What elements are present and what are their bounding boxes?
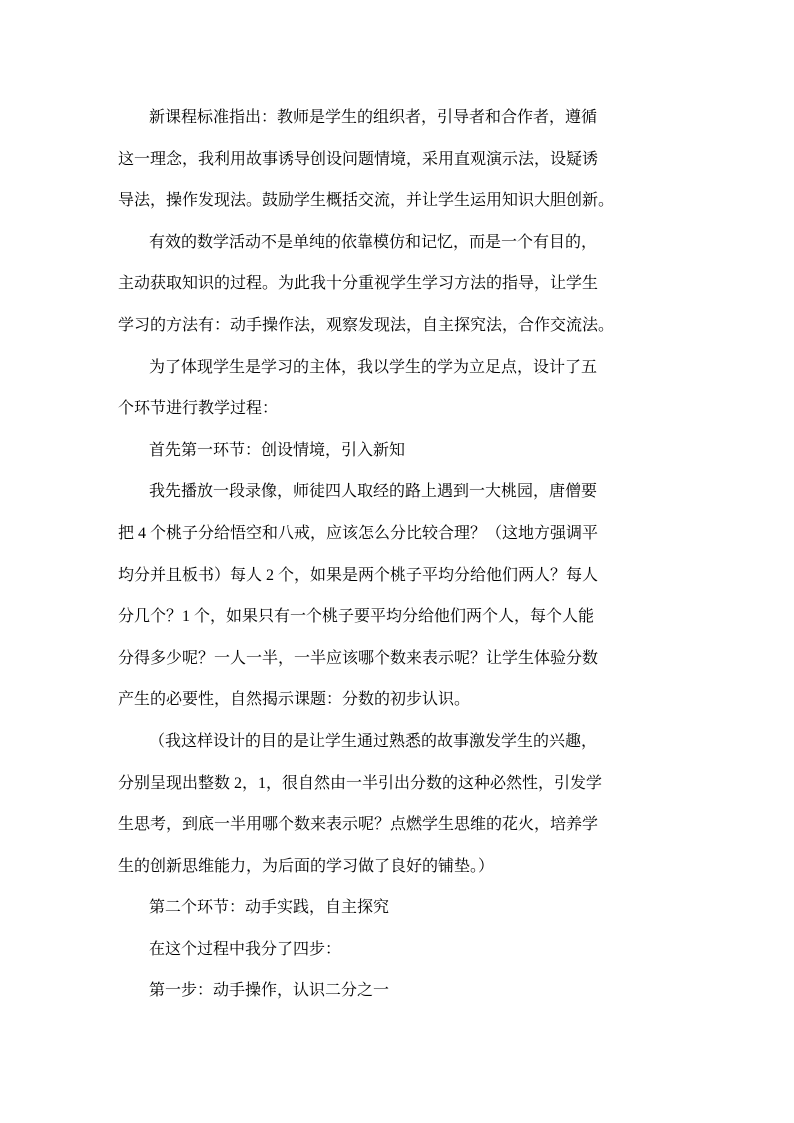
text-line: 均分并且板书）每人 2 个，如果是两个桃子平均分给他们两人？每人 bbox=[118, 566, 599, 584]
text-line: 把 4 个桃子分给悟空和八戒，应该怎么分比较合理？（这地方强调平 bbox=[118, 524, 599, 542]
text-line: 有效的数学活动不是单纯的依靠模仿和记忆，而是一个有目的， bbox=[149, 233, 598, 251]
text-line: 第二个环节：动手实践，自主探究 bbox=[149, 899, 390, 917]
text-line: 生思考，到底一半用哪个数来表示呢？点燃学生思维的花火，培养学 bbox=[118, 816, 599, 834]
text-line: 主动获取知识的过程。为此我十分重视学生学习方法的指导，让学生 bbox=[118, 275, 599, 293]
text-line: 导法，操作发现法。鼓励学生概括交流，并让学生运用知识大胆创新。 bbox=[118, 192, 615, 210]
text-line: 分几个？1 个，如果只有一个桃子要平均分给他们两个人，每个人能 bbox=[118, 608, 595, 626]
text-line: 分别呈现出整数 2，1，很自然由一半引出分数的这种必然性，引发学 bbox=[118, 774, 603, 792]
text-line: 生的创新思维能力，为后面的学习做了良好的铺垫。） bbox=[118, 857, 495, 875]
text-line: 在这个过程中我分了四步： bbox=[149, 940, 342, 958]
text-line: 这一理念，我利用故事诱导创设问题情境，采用直观演示法，设疑诱 bbox=[118, 150, 599, 168]
text-line: 新课程标准指出：教师是学生的组织者，引导者和合作者，遵循 bbox=[149, 109, 598, 126]
text-line: 分得多少呢？一人一半，一半应该哪个数来表示呢？让学生体验分数 bbox=[118, 649, 599, 667]
text-line: 个环节进行教学过程： bbox=[118, 400, 279, 418]
document-body bbox=[118, 105, 615, 1020]
text-line: 为了体现学生是学习的主体，我以学生的学为立足点，设计了五 bbox=[149, 358, 598, 376]
text-line: 第一步：动手操作，认识二分之一 bbox=[149, 982, 390, 1000]
text-line: 学习的方法有：动手操作法，观察发现法，自主探究法，合作交流法。 bbox=[118, 316, 615, 334]
text-line: 产生的必要性，自然揭示课题：分数的初步认识。 bbox=[118, 691, 471, 709]
text-line: 我先播放一段录像，师徒四人取经的路上遇到一大桃园，唐僧要 bbox=[149, 483, 598, 501]
text-line: 首先第一环节：创设情境，引入新知 bbox=[149, 441, 406, 459]
text-line: （我这样设计的目的是让学生通过熟悉的故事激发学生的兴趣， bbox=[149, 732, 598, 750]
